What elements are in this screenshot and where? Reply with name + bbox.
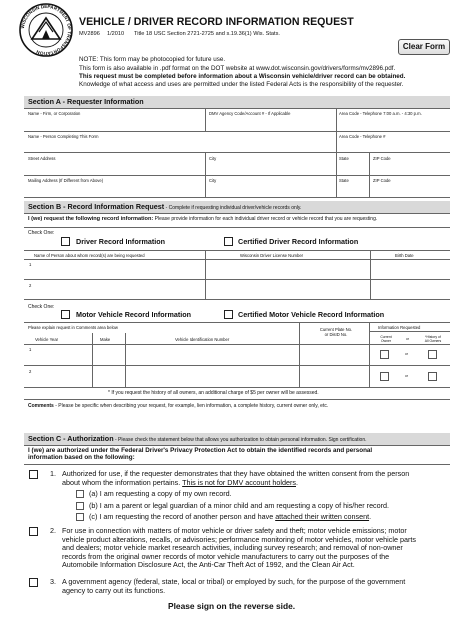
history-charge-note: * If you request the history of all owners, an additional charge of $5 per owner will be assessed. bbox=[108, 390, 319, 396]
vehicle-row-1-year-input[interactable] bbox=[36, 350, 90, 363]
authorization-3-num: 3. bbox=[50, 577, 56, 586]
col-plate: Current Plate No. or DisID No. bbox=[319, 327, 353, 337]
col-vin: Vehicle Identification Number bbox=[175, 337, 230, 342]
state-2-input[interactable] bbox=[338, 184, 367, 196]
label-state: State bbox=[339, 156, 349, 161]
certified-driver-checkbox[interactable] bbox=[224, 237, 233, 246]
label-name-person: Name - Person Completing This Form bbox=[28, 134, 99, 139]
vehicle-row-1-num: 1 bbox=[29, 347, 32, 352]
street-input[interactable] bbox=[26, 161, 203, 173]
authorization-1c-checkbox[interactable] bbox=[76, 513, 84, 521]
label-phone: Area Code - Telephone # bbox=[339, 134, 386, 139]
zip-input[interactable] bbox=[371, 161, 448, 173]
vehicle-row-1-make-input[interactable] bbox=[94, 350, 123, 363]
motor-vehicle-record-checkbox[interactable] bbox=[61, 310, 70, 319]
vehicle-row-2-or: or bbox=[405, 374, 409, 378]
label-dmv-account: DMV Agency Code/Account # - If Applicable bbox=[209, 111, 291, 116]
col-make: Make bbox=[100, 337, 111, 342]
col-info-requested: Information Requested bbox=[378, 325, 421, 330]
form-date: 1/2010 bbox=[107, 31, 125, 37]
vehicle-row-2-plate-input[interactable] bbox=[301, 371, 367, 384]
driver-row-1-license-input[interactable] bbox=[207, 264, 368, 277]
label-zip-2: ZIP Code bbox=[373, 178, 391, 183]
clear-form-button[interactable]: Clear Form bbox=[398, 39, 450, 55]
col-history-owners: *History of All Owners bbox=[424, 335, 442, 343]
logo-text: WISCONSIN DEPARTMENT OF TRANSPORTATION bbox=[19, 3, 73, 57]
phone-hours-input[interactable] bbox=[338, 117, 448, 129]
authorization-1-text: Authorized for use, if the requester demonstrates that they have obtained the written consent from the person about whom the information pertains. This is not for DMV account holders. bbox=[62, 469, 410, 487]
col-vehicle-year: Vehicle Year bbox=[35, 337, 59, 342]
statute-ref: Title 18 USC Section 2721-2725 and s.19.36(1) Wis. Stats. bbox=[134, 31, 280, 37]
authorization-1-num: 1. bbox=[50, 469, 56, 478]
authorization-1a-text: (a) I am requesting a copy of my own record. bbox=[89, 489, 232, 498]
vehicle-row-1-or: or bbox=[405, 352, 409, 356]
driver-row-2-license-input[interactable] bbox=[207, 284, 368, 297]
vehicle-row-2-history-checkbox[interactable] bbox=[428, 372, 437, 381]
vehicle-row-2-year-input[interactable] bbox=[36, 371, 90, 384]
driver-row-1-dob-input[interactable] bbox=[372, 264, 448, 277]
vehicle-row-2-num: 2 bbox=[29, 369, 32, 374]
certified-mv-checkbox[interactable] bbox=[224, 310, 233, 319]
vehicle-row-2-current-owner-checkbox[interactable] bbox=[380, 372, 389, 381]
form-id: MV2896 bbox=[79, 31, 100, 37]
sign-reverse-note: Please sign on the reverse side. bbox=[168, 601, 296, 611]
driver-row-1-name-input[interactable] bbox=[36, 264, 203, 277]
driver-row-2-num: 2 bbox=[29, 283, 32, 288]
phone-input[interactable] bbox=[338, 139, 448, 151]
authorization-1b-checkbox[interactable] bbox=[76, 502, 84, 510]
authorization-3-text: A government agency (federal, state, local or tribal) or employed by such, for the purpose of the government agency to carry out its functions. bbox=[62, 577, 406, 595]
motor-vehicle-record-label: Motor Vehicle Record Information bbox=[76, 310, 192, 319]
wisdot-logo bbox=[18, 2, 74, 58]
col-person-name: Name of Person about whom record(s) are being requested bbox=[34, 253, 145, 258]
section-c-title: Section C - Authorization - Please check the statement below that allows you authorization to obtain personal information. Sign certification. bbox=[28, 434, 367, 443]
record-request-statement: I (we) request the following record information: Please provide information for each individual driver record or vehicle record that you are requesting. bbox=[28, 216, 378, 222]
label-state-2: State bbox=[339, 178, 349, 183]
driver-record-checkbox[interactable] bbox=[61, 237, 70, 246]
authorization-1-checkbox[interactable] bbox=[29, 470, 38, 479]
driver-row-1-num: 1 bbox=[29, 262, 32, 267]
authorization-2-checkbox[interactable] bbox=[29, 527, 38, 536]
label-zip: ZIP Code bbox=[373, 156, 391, 161]
col-current-owner: Current Owner bbox=[380, 335, 392, 343]
check-one-driver: Check One: bbox=[28, 230, 55, 236]
note-photocopy: NOTE: This form may be photocopied for future use. bbox=[79, 56, 226, 63]
label-street: Street Address bbox=[28, 156, 56, 161]
authorization-1b-text: (b) I am a parent or legal guardian of a minor child and am requesting a copy of his/her record. bbox=[89, 501, 390, 510]
city-2-input[interactable] bbox=[207, 184, 334, 196]
label-name-firm: Name - Firm, or Corporation bbox=[28, 111, 81, 116]
comments-label: Comments - Please be specific when describing your request, for example, lien information, a complete history, current owner only, etc. bbox=[28, 403, 329, 409]
note-required: This request must be completed before information about a Wisconsin vehicle/driver record can be obtained. bbox=[79, 73, 406, 80]
check-one-vehicle: Check One: bbox=[28, 304, 55, 310]
col-license-number: Wisconsin Driver License Number bbox=[240, 253, 304, 258]
explain-note: Please explain request in Comments area below bbox=[28, 325, 118, 330]
authorization-2-text: For use in connection with matters of motor vehicle or driver safety and theft; motor vehicle emissions; motor vehicle product alterations, recalls, or advisories; performance monitoring of motor vehicles, motor vehicle parts and dealers; motor vehicle market research activities, including survey research; and removal of non-owner records from the original owner records of motor vehicle manufacturers to carry out the purposes of the Automobile Information Disclosure Act, the Anti-Car Theft Act of 1992, and the Clean Air Act. bbox=[62, 526, 416, 569]
authorization-1a-checkbox[interactable] bbox=[76, 490, 84, 498]
authorization-3-checkbox[interactable] bbox=[29, 578, 38, 587]
label-mailing: Mailing Address (If Different from Above) bbox=[28, 178, 104, 183]
driver-row-2-name-input[interactable] bbox=[36, 284, 203, 297]
driver-record-label: Driver Record Information bbox=[76, 237, 166, 246]
col-birth-date: Birth Date bbox=[395, 253, 414, 258]
note-knowledge: Knowledge of what access and uses are permitted under the listed Federal Acts is the responsibility of the requester. bbox=[79, 81, 404, 88]
certified-mv-label: Certified Motor Vehicle Record Information bbox=[238, 310, 385, 319]
city-input[interactable] bbox=[207, 161, 334, 173]
section-a-title: Section A - Requester Information bbox=[28, 97, 144, 106]
label-city-2: City bbox=[209, 178, 217, 183]
label-city: City bbox=[209, 156, 217, 161]
label-phone-hours: Area Code - Telephone 7:00 a.m. - 4:30 p.m. bbox=[339, 111, 422, 116]
vehicle-row-1-plate-input[interactable] bbox=[301, 350, 367, 363]
authorization-1c-text: (c) I am requesting the record of another person and have attached their written consent. bbox=[89, 512, 372, 521]
col-or: or bbox=[406, 337, 410, 341]
name-firm-input[interactable] bbox=[26, 117, 203, 129]
zip-2-input[interactable] bbox=[371, 184, 448, 196]
form-title: VEHICLE / DRIVER RECORD INFORMATION REQUEST bbox=[79, 16, 354, 28]
vehicle-row-1-history-checkbox[interactable] bbox=[428, 350, 437, 359]
dmv-account-input[interactable] bbox=[207, 117, 334, 129]
vehicle-row-1-vin-input[interactable] bbox=[127, 350, 297, 363]
authorization-statement: I (we) are authorized under the Federal Driver's Privacy Protection Act to obtain the identified records and personal information based on the following: bbox=[28, 447, 373, 462]
vehicle-row-2-make-input[interactable] bbox=[94, 371, 123, 384]
name-person-input[interactable] bbox=[26, 139, 334, 151]
note-pdf: This form is also available in .pdf format on the DOT website at www.dot.wisconsin.gov/drivers/forms/mv2896.pdf. bbox=[79, 65, 396, 72]
driver-row-2-dob-input[interactable] bbox=[372, 284, 448, 297]
state-input[interactable] bbox=[338, 161, 367, 173]
vehicle-row-1-current-owner-checkbox[interactable] bbox=[380, 350, 389, 359]
section-b-title: Section B - Record Information Request - Complete if requesting individual driver/vehicle records only. bbox=[28, 202, 302, 211]
comments-input[interactable] bbox=[26, 410, 448, 430]
certified-driver-label: Certified Driver Record Information bbox=[238, 237, 359, 246]
mailing-input[interactable] bbox=[26, 184, 203, 196]
vehicle-row-2-vin-input[interactable] bbox=[127, 371, 297, 384]
authorization-2-num: 2. bbox=[50, 526, 56, 535]
